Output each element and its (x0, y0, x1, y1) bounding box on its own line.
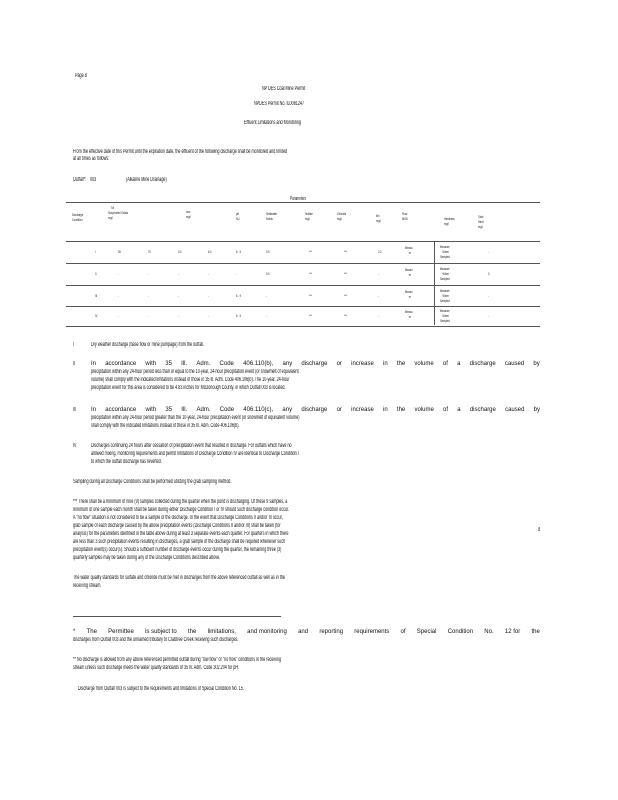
footnote-star-word: Permittee (108, 629, 134, 635)
header-sulfate: Sulfate mg/l (305, 211, 313, 221)
condition-ii-word: 406.110(b), (243, 361, 274, 367)
cell-tss-max: - (148, 313, 149, 318)
parameters-label: Parameters (290, 196, 307, 202)
cell-settleable: - (266, 313, 267, 318)
header-flow: Flow MGD (402, 211, 408, 221)
condition-ii-word: the (396, 361, 406, 367)
cell-condition: III (95, 293, 98, 298)
cell-iron-max: - (208, 313, 209, 318)
condition-iii-word: Code (219, 407, 235, 413)
condition-i-num: I (73, 342, 75, 348)
cell-chloride: *** (344, 293, 347, 298)
footnote-star-word: and monitoring (247, 629, 287, 635)
cell-iron-max: - (208, 271, 209, 276)
condition-i-text: Dry weather discharge (base flow or mine pumpage) from the outfall. (91, 342, 205, 348)
condition-iii-word: 35 (165, 407, 173, 413)
condition-ii-word: volume (414, 361, 434, 367)
cell-chloride: *** (344, 313, 347, 318)
condition-ii-line-1 (91, 361, 540, 368)
condition-iv-line-2: allowed mixing, monitoring requirements and permit limitations of Discharge Condition IV are identical to Discharge Condition I (91, 451, 299, 457)
header-hardness: Hardness mg/l (444, 216, 455, 226)
condition-iii-word: discharge (469, 407, 496, 413)
footnote-double-star-line-1: ** No discharge is allowed from any above referenced permitted outfall during "low flow" or "no flow" conditions in the receiving (73, 657, 282, 663)
cell-flow: Measu re (405, 309, 413, 319)
condition-ii-word: Ill. (181, 361, 188, 367)
cell-tss-max: - (148, 293, 149, 298)
condition-ii-word: by (533, 361, 540, 367)
footnote-star-word: of (400, 629, 406, 635)
footnote-star-word: is subject to (145, 629, 177, 635)
cell-condition: II (95, 271, 97, 276)
section-title: Effluent Limitations and Monitoring (244, 120, 302, 126)
cell-tss-avg: 35 (118, 249, 121, 254)
condition-ii-word: of (442, 361, 448, 367)
intro-line-1: From the effective date of this Permit until the expiration date, the effluent of the following discharge shall be monitored and limited (73, 149, 288, 155)
header-ph: pH SU (236, 211, 240, 221)
cell-total-hardness: - (488, 293, 489, 298)
cell-sulfate: *** (309, 249, 312, 254)
cell-hardness: Measure When Sampled (440, 244, 450, 259)
condition-ii-word: discharge (301, 361, 328, 367)
footnote-outfall-condition: Discharge from Outfall 003 is subject to the requirements and limitations of Special Condition No. 15. (78, 686, 244, 692)
condition-iii-word: in (383, 407, 388, 413)
condition-iv-line-1: Discharges continuing 24 hours after cessation of precipitation event that resulted in discharge. For outfalls which have no (91, 443, 292, 449)
sampling-note: Sampling during all Discharge Conditions shall be performed utilizing the grab sampling method. (73, 479, 232, 485)
condition-iii-word: discharge (301, 407, 328, 413)
cell-sulfate: *** (309, 271, 312, 276)
condition-iv-line-3: to which the outfall discharge has reverted. (91, 459, 162, 465)
condition-ii-word: Adm. (196, 361, 211, 367)
cell-ph: 6 - 9 (236, 249, 241, 254)
footnote-star-word: No. (484, 629, 494, 635)
condition-ii-word: with (145, 361, 157, 367)
header-iron: Iron mg/l (186, 209, 191, 219)
cell-iron-avg: - (178, 313, 179, 318)
condition-iii-word: a (457, 407, 461, 413)
condition-ii-word: or (336, 361, 342, 367)
cell-mn: - (378, 271, 379, 276)
cell-flow: Measu re (405, 245, 413, 255)
footnote-star-word: Condition (447, 629, 474, 635)
condition-iii-word: Adm. (196, 407, 211, 413)
outfall-number: 003 (90, 177, 97, 183)
cell-iron-avg: 3.0 (178, 249, 182, 254)
footnote-double-star-line-2: stream unless such discharge meets the water quality standards of 35 Ill. Adm. Code 302.204 for pH. (73, 665, 240, 671)
permit-number: NPDES Permit No. IL0061247 (254, 101, 305, 107)
cell-settleable: 0.5 (266, 249, 270, 254)
footnote-star-word: and (298, 629, 309, 635)
cell-sulfate: *** (309, 313, 312, 318)
condition-ii-num: II (73, 361, 76, 367)
condition-iii-word: by (533, 407, 540, 413)
condition-iii-word: Ill. (181, 407, 188, 413)
cell-total-hardness: - (488, 313, 489, 318)
header-hardness-side: Total Hard. mg/l (478, 214, 485, 229)
condition-ii-word: discharge (469, 361, 496, 367)
cell-chloride: *** (344, 249, 347, 254)
condition-ii-word: Code (219, 361, 234, 367)
cell-tss-max: 70 (148, 249, 151, 254)
cell-total-hardness: - (488, 249, 489, 254)
cell-settleable: - (266, 293, 267, 298)
cell-iron-avg: - (178, 271, 179, 276)
cell-hardness: Measure When Sampled (440, 266, 450, 281)
condition-iii-word: accordance (105, 407, 137, 413)
cell-total-hardness: 3 (488, 271, 490, 276)
footnote-star-word: 12 for (504, 629, 521, 635)
condition-iii-word: 406.110(c), (243, 407, 274, 413)
cell-tss-max: - (148, 271, 149, 276)
condition-ii-word: a (457, 361, 461, 367)
footnote-star-word: limitations, (207, 629, 236, 635)
cell-condition: IV (95, 313, 98, 318)
cell-mn: - (378, 313, 379, 318)
condition-iii-word: or (336, 407, 342, 413)
condition-iii-word: the (396, 407, 406, 413)
header-chloride: Chloride mg/l (337, 211, 347, 221)
cell-mn: - (378, 293, 379, 298)
cell-hardness: Measure When Sampled (440, 288, 450, 303)
condition-iii-num: III (73, 407, 77, 413)
condition-iii-word: any (282, 407, 293, 413)
cell-condition: I (95, 249, 96, 254)
page-label: Page 8 (75, 73, 87, 79)
condition-ii-line-2: precipitation within any 24-hour period less than or equal to the 10-year, 24-hour precipitation event (or snowmelt of equivalent (91, 369, 299, 375)
footnote-star-word: The (86, 629, 97, 635)
header-discharge: Discharge Condition (72, 212, 84, 222)
condition-ii-word: any (282, 361, 293, 367)
cell-iron-max: - (208, 293, 209, 298)
cell-flow: Measu re (405, 289, 413, 299)
intro-line-2: at all times as follows: (73, 156, 110, 162)
cell-hardness: Measure When Sampled (440, 308, 450, 323)
condition-iii-word: volume (414, 407, 434, 413)
outfall-label: Outfall*: (73, 177, 87, 183)
condition-iii-line-3: shall comply with the indicated limitations instead of those in 35 Ill. Adm. Code 406.106(b). (91, 423, 240, 429)
footnote-single-star-line-1 (73, 629, 540, 636)
condition-iii-line-2: precipitation within any 24-hour period greater than the 10-year, 24-hour precipitation event (or snowmelt of equivalent volume) (91, 415, 300, 421)
cell-tss-avg: - (118, 293, 119, 298)
condition-ii-word: In (91, 361, 97, 367)
footnote-star-word: requirements (354, 629, 390, 635)
footnote-star-word: the (188, 629, 197, 635)
condition-ii-word: in (383, 361, 388, 367)
footnote-star-word: Special (416, 629, 437, 635)
cell-flow: Measu re (405, 267, 413, 277)
cell-iron-max: 6.0 (208, 249, 212, 254)
footnote-star-word: * (73, 629, 76, 635)
condition-ii-word: 35 (165, 361, 172, 367)
cell-chloride: *** (344, 271, 347, 276)
condition-iii-word: In (91, 407, 97, 413)
cell-sulfate: *** (309, 293, 312, 298)
permit-title: NP DES Coal Mine Permit (262, 86, 306, 92)
cell-mn: 2.0 (378, 249, 382, 254)
cell-iron-avg: - (178, 293, 179, 298)
cell-tss-avg: - (118, 271, 119, 276)
cell-ph: 6 - 9 (236, 313, 241, 318)
footnote-separator (73, 616, 281, 617)
condition-iii-line-1 (91, 407, 540, 414)
condition-ii-word: increase (351, 361, 374, 367)
footnote-star-word: the (531, 629, 540, 635)
cell-tss-avg: - (118, 313, 119, 318)
outfall-description: (Alkaline Mine Drainage) (126, 177, 167, 183)
condition-ii-word: caused (504, 361, 525, 367)
condition-ii-line-4: precipitation event for this area is considered to be 4.83 inches for McDonough County, in which Outfall 003 is located. (91, 385, 286, 391)
header-settleable: Settleable Solids (266, 211, 278, 221)
footnote-star-word: reporting (319, 629, 344, 635)
cell-ph: - (236, 271, 237, 276)
condition-iii-word: increase (351, 407, 374, 413)
header-mn: Mn mg/l (376, 213, 381, 223)
condition-iii-word: caused (505, 407, 525, 413)
condition-ii-word: accordance (105, 361, 137, 367)
condition-iii-word: of (443, 407, 449, 413)
cell-ph: 6 - 9 (236, 293, 241, 298)
condition-iii-word: with (145, 407, 157, 413)
condition-iv-num: IV (73, 443, 77, 449)
footnote-single-star-line-2: discharges from Outfall 003 and the unnamed tributary to Crabtree Creek receiving such discharges. (73, 637, 239, 643)
cell-settleable: 0.5 (266, 271, 270, 276)
condition-ii-line-3: volume) shall comply with the indicated limitations instead of those in 35 Ill. Adm. Code 406.106(b). The 10-year, 24-hour (91, 377, 290, 383)
header-tss: Tot Suspended Solids mg/l (108, 205, 128, 220)
